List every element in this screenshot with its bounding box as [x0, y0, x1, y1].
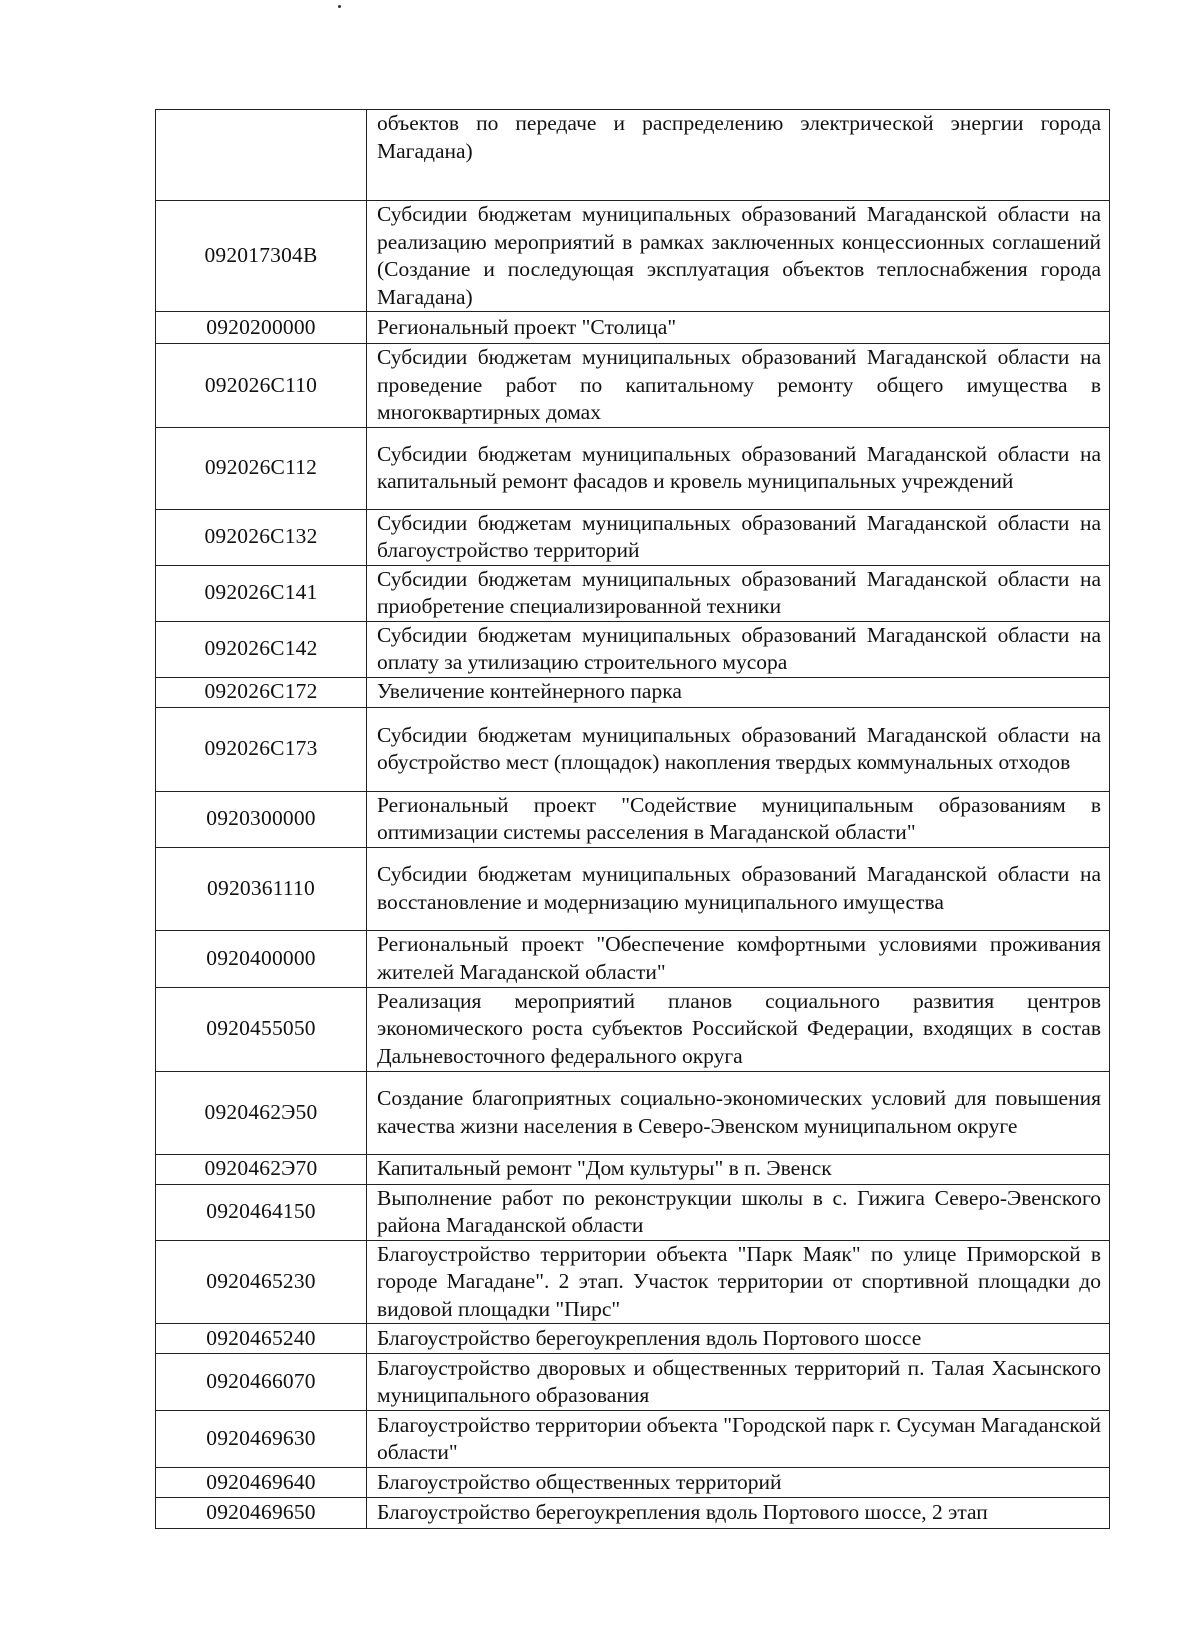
code-cell: 092026С172: [156, 677, 367, 707]
table-row: [156, 930, 1110, 987]
table-row: [156, 987, 1110, 1071]
description-cell: Региональный проект "Столица": [367, 312, 1110, 344]
description-cell: Благоустройство берегоукрепления вдоль Портового шоссе, 2 этап: [367, 1498, 1110, 1529]
budget-code-table: [155, 109, 1110, 1529]
table-row: [156, 1498, 1110, 1529]
description-cell: Увеличение контейнерного парка: [367, 677, 1110, 707]
description-cell: Благоустройство общественных территорий: [367, 1468, 1110, 1498]
code-cell: 0920400000: [156, 930, 367, 987]
table-row: [156, 1154, 1110, 1184]
code-cell: 092026С132: [156, 509, 367, 565]
description-cell: Субсидии бюджетам муниципальных образований Магаданской области на благоустройство территорий: [367, 509, 1110, 565]
description-cell: Региональный проект "Обеспечение комфортными условиями проживания жителей Магаданской области": [367, 930, 1110, 987]
table-row: [156, 791, 1110, 847]
description-cell: Субсидии бюджетам муниципальных образований Магаданской области на обустройство мест (площадок) накопления твердых коммунальных отходов: [367, 707, 1110, 791]
table-row: [156, 847, 1110, 930]
description-cell: Субсидии бюджетам муниципальных образований Магаданской области на проведение работ по капитальному ремонту общего имущества в многоквартирных домах: [367, 344, 1110, 428]
code-cell: 0920469640: [156, 1468, 367, 1498]
table-row: [156, 1354, 1110, 1411]
scan-speck: [338, 5, 341, 8]
code-cell: 0920462Э50: [156, 1071, 367, 1154]
description-cell: Капитальный ремонт "Дом культуры" в п. Эвенск: [367, 1154, 1110, 1184]
code-cell: 0920200000: [156, 312, 367, 344]
description-cell: Субсидии бюджетам муниципальных образований Магаданской области на восстановление и модернизацию муниципального имущества: [367, 847, 1110, 930]
code-cell: 092026С173: [156, 707, 367, 791]
code-cell: 092026С112: [156, 427, 367, 509]
code-cell: 0920300000: [156, 791, 367, 847]
description-cell: Создание благоприятных социально-экономических условий для повышения качества жизни населения в Северо-Эвенском муниципальном округе: [367, 1071, 1110, 1154]
table-row: [156, 344, 1110, 428]
code-cell: 0920465240: [156, 1324, 367, 1354]
description-cell: Реализация мероприятий планов социального развития центров экономического роста субъектов Российской Федерации, входящих в состав Дальневосточного федерального округа: [367, 987, 1110, 1071]
description-cell: Субсидии бюджетам муниципальных образований Магаданской области на приобретение специализированной техники: [367, 565, 1110, 621]
code-cell: 092017304В: [156, 201, 367, 312]
table-row: [156, 1184, 1110, 1240]
table-row: [156, 565, 1110, 621]
table-row: [156, 427, 1110, 509]
description-cell: Региональный проект "Содействие муниципальным образованиям в оптимизации системы расселения в Магаданской области": [367, 791, 1110, 847]
description-cell: объектов по передаче и распределению электрической энергии города Магадана): [367, 110, 1110, 201]
table-row: [156, 312, 1110, 344]
code-cell: 0920466070: [156, 1354, 367, 1411]
description-cell: Благоустройство дворовых и общественных территорий п. Талая Хасынского муниципального образования: [367, 1354, 1110, 1411]
table-row: [156, 509, 1110, 565]
code-cell: 092026С110: [156, 344, 367, 428]
code-cell: [156, 110, 367, 201]
code-cell: 0920469650: [156, 1498, 367, 1529]
table-row: [156, 707, 1110, 791]
code-cell: 092026С141: [156, 565, 367, 621]
code-cell: 0920465230: [156, 1240, 367, 1324]
description-cell: Благоустройство территории объекта "Городской парк г. Сусуман Магаданской области": [367, 1411, 1110, 1468]
code-cell: 0920462Э70: [156, 1154, 367, 1184]
table-row: [156, 110, 1110, 201]
code-cell: 0920464150: [156, 1184, 367, 1240]
table-row: [156, 1240, 1110, 1324]
code-cell: 092026С142: [156, 621, 367, 677]
code-cell: 0920361110: [156, 847, 367, 930]
table-row: [156, 621, 1110, 677]
table-row: [156, 1071, 1110, 1154]
description-cell: Субсидии бюджетам муниципальных образований Магаданской области на реализацию мероприятий в рамках заключенных концессионных соглашений (Создание и последующая эксплуатация объектов теплоснабжения города Магадана): [367, 201, 1110, 312]
code-cell: 0920455050: [156, 987, 367, 1071]
description-cell: Субсидии бюджетам муниципальных образований Магаданской области на оплату за утилизацию строительного мусора: [367, 621, 1110, 677]
description-cell: Благоустройство берегоукрепления вдоль Портового шоссе: [367, 1324, 1110, 1354]
table-row: [156, 677, 1110, 707]
description-cell: Выполнение работ по реконструкции школы в с. Гижига Северо-Эвенского района Магаданской области: [367, 1184, 1110, 1240]
table-row: [156, 1411, 1110, 1468]
table-row: [156, 1468, 1110, 1498]
code-cell: 0920469630: [156, 1411, 367, 1468]
description-cell: Субсидии бюджетам муниципальных образований Магаданской области на капитальный ремонт фасадов и кровель муниципальных учреждений: [367, 427, 1110, 509]
table-row: [156, 201, 1110, 312]
description-cell: Благоустройство территории объекта "Парк Маяк" по улице Приморской в городе Магадане". 2 этап. Участок территории от спортивной площадки до видовой площадки "Пирс": [367, 1240, 1110, 1324]
table-row: [156, 1324, 1110, 1354]
